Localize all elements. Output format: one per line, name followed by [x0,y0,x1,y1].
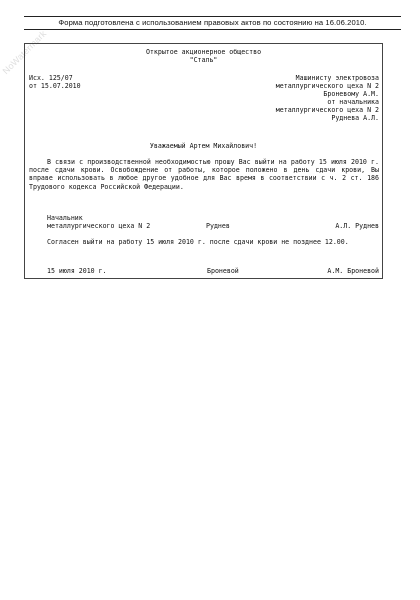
consent-name: А.М. Броневой [327,267,379,275]
signer-title: Начальник [47,214,83,222]
legal-form-header-note: Форма подготовлена с использованием правовых актов по состоянию на 16.06.2010. [24,16,401,30]
consent-date: 15 июля 2010 г. [47,267,107,275]
consent-text: Согласен выйти на работу 15 июля 2010 г. после сдачи крови не позднее 12.00. [47,238,349,246]
signer-title-detail: металлургического цеха N 2 [47,222,151,230]
signer-name: А.Л. Руднев [335,222,379,230]
organization-name: "Сталь" [189,56,218,64]
page-bottom-spacer [24,280,401,281]
reference-number: Исх. 125/07 [29,74,73,82]
request-body: В связи с производственной необходимостью прошу Вас выйти на работу 15 июля 2010 г. после сдачи крови. Освобождение от работы, которое положено в день сдачи крови, Вы вправе использовать в любое другое удобное для Вас время в соответствии с ч. 2 ст. 186 Трудового кодекса Российской Федерации. [29,158,379,191]
addressee-line: Броневому А.М. [323,90,379,98]
addressee-line: металлургического цеха N 2 [275,106,379,114]
reference-date: от 15.07.2010 [29,82,81,90]
signer-signature: Руднев [206,222,230,230]
addressee-line: Машинисту электровоза [295,74,379,82]
addressee-line: Руднева А.Л. [331,114,379,122]
salutation: Уважаемый Артем Михайлович! [149,142,258,150]
watermark: NoWatermark [0,28,49,77]
document-page [24,43,383,279]
addressee-line: металлургического цеха N 2 [275,82,379,90]
organization-type: Открытое акционерное общество [145,48,262,56]
addressee-line: от начальника [327,98,379,106]
consent-signature: Броневой [207,267,239,275]
